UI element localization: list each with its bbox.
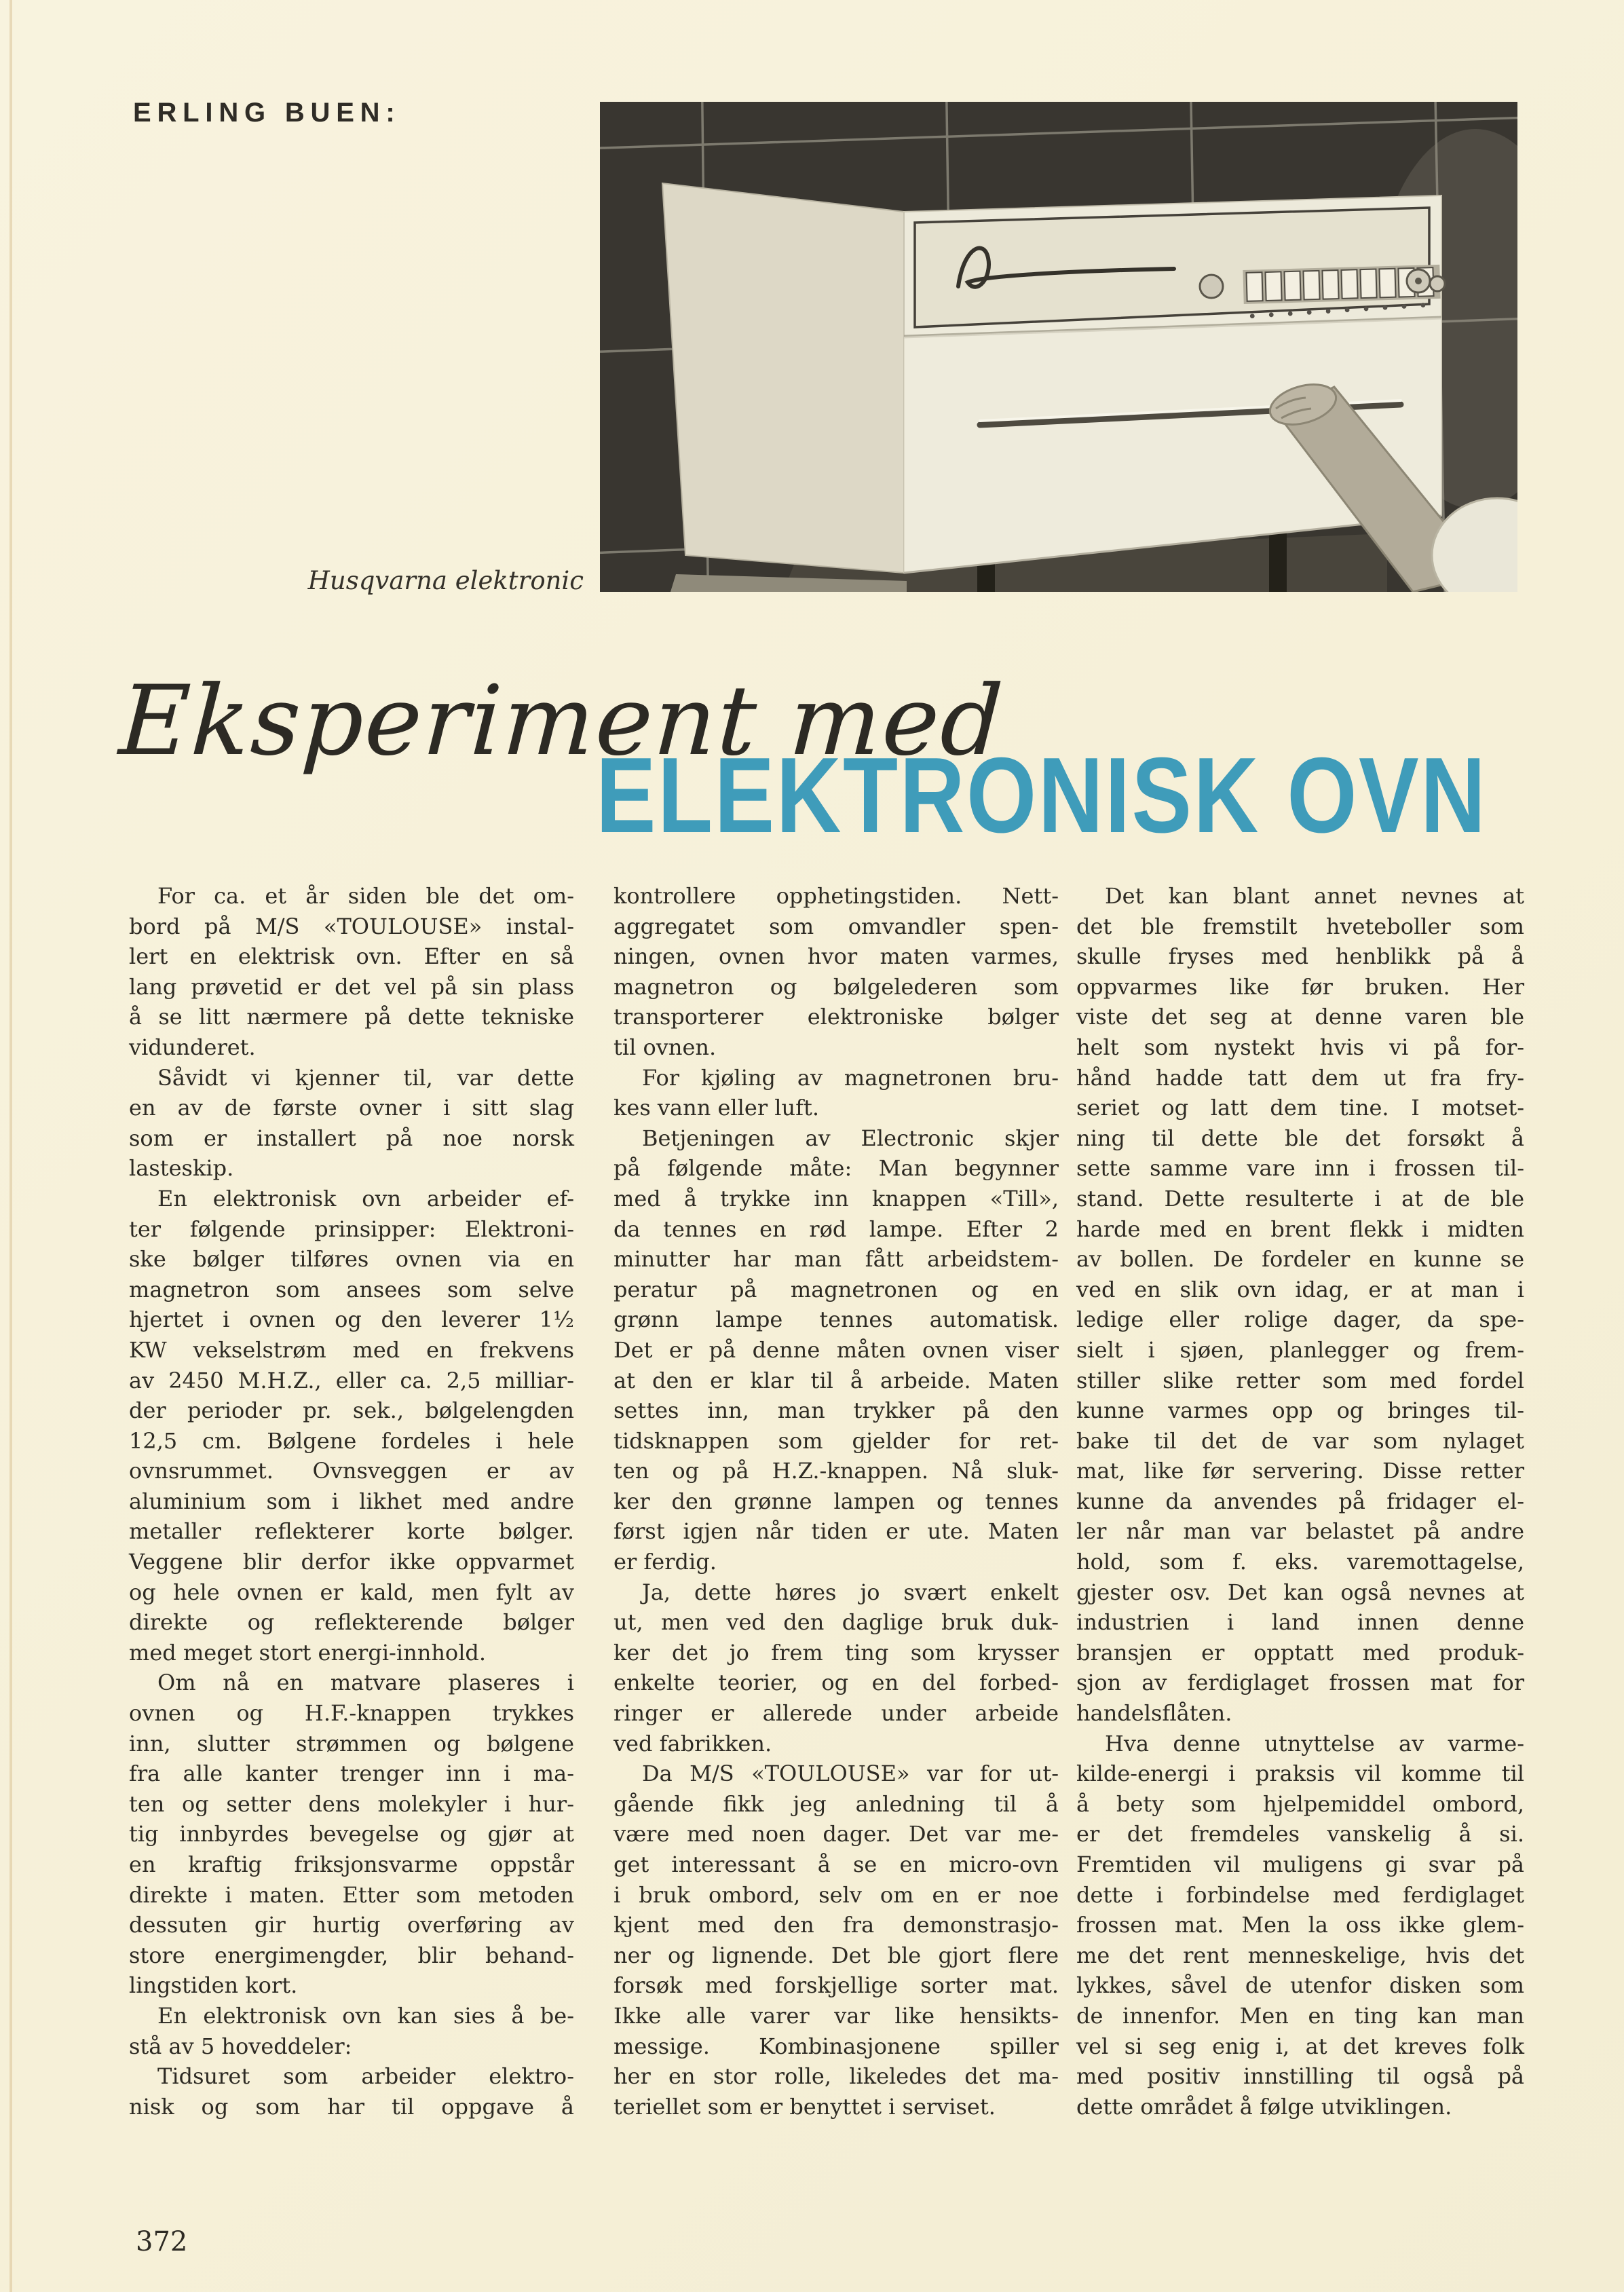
text-line: hånd hadde tatt dem ut fra fry-	[1076, 1064, 1524, 1091]
text-line: med positiv innstilling til også på	[1076, 2063, 1524, 2090]
text-line: Fremtiden vil muligens gi svar på	[1076, 1852, 1524, 1877]
text-line: lang prøvetid er det vel på sin plass	[129, 973, 574, 1000]
text-line: av bollen. De fordeler en kunne se	[1076, 1246, 1524, 1273]
text-line: Ikke alle varer var like hensikts-	[613, 2002, 1059, 2029]
oven-body	[662, 183, 1445, 573]
text-line: Tidsuret som arbeider elektro-	[157, 2063, 574, 2090]
text-line: ledige eller rolige dager, da spe-	[1076, 1307, 1524, 1333]
text-line: viste det seg at denne varen ble	[1076, 1004, 1524, 1030]
text-line: ved fabrikken.	[613, 1730, 772, 1756]
text-line: i bruk ombord, selv om en er noe	[613, 1881, 1059, 1908]
text-line: get interessant å se en micro-ovn	[613, 1852, 1059, 1877]
text-line: handelsflåten.	[1076, 1700, 1232, 1727]
title-script: Eksperiment med	[117, 665, 1007, 777]
text-line: Veggene blir derfor ikke oppvarmet	[129, 1549, 574, 1575]
text-line: det ble fremstilt hveteboller som	[1076, 913, 1524, 939]
text-line: oppvarmes like før bruken. Her	[1076, 973, 1524, 1000]
text-line: å bety som hjelpemiddel ombord,	[1076, 1790, 1524, 1817]
text-line: ter følgende prinsipper: Elektroni-	[129, 1216, 574, 1242]
text-line: en kraftig friksjonsvarme oppstår	[129, 1852, 574, 1877]
text-line: ning til dette ble det forsøkt å	[1076, 1125, 1524, 1151]
text-line: En elektronisk ovn kan sies å be-	[157, 2002, 574, 2029]
text-line: først igjen når tiden er ute. Maten	[613, 1518, 1059, 1545]
text-line: en av de første ovner i sitt slag	[129, 1095, 574, 1121]
text-line: er ferdig.	[613, 1549, 717, 1575]
text-line: ningen, ovnen hvor maten varmes,	[613, 943, 1059, 970]
text-line: Da M/S «TOULOUSE» var for ut-	[642, 1761, 1059, 1787]
text-line: her en stor rolle, likeledes det ma-	[613, 2063, 1059, 2090]
text-line: Såvidt vi kjenner til, var dette	[157, 1064, 574, 1091]
text-line: direkte i maten. Etter som metoden	[129, 1881, 574, 1908]
text-column-1	[129, 881, 574, 2122]
text-line: Ja, dette høres jo svært enkelt	[642, 1579, 1059, 1605]
text-line: metaller reflekterer korte bølger.	[129, 1518, 574, 1545]
oven-side-panel	[662, 183, 904, 573]
text-line: vidunderet.	[129, 1034, 256, 1060]
text-line: dette i forbindelse med ferdiglaget	[1076, 1881, 1524, 1908]
text-line: til ovnen.	[613, 1034, 717, 1060]
text-line: sielt i sjøen, planlegger og frem-	[1076, 1336, 1524, 1363]
text-line: 12,5 cm. Bølgene fordeles i hele	[129, 1427, 574, 1454]
text-line: frossen mat. Men la oss ikke glem-	[1076, 1912, 1524, 1938]
text-column-3	[1076, 881, 1524, 2122]
text-line: Det kan blant annet nevnes at	[1105, 883, 1524, 909]
text-line: grønn lampe tennes automatisk.	[613, 1307, 1059, 1333]
text-line: Hva denne utnyttelse av varme-	[1105, 1730, 1524, 1756]
text-line: sjon av ferdiglaget frossen mat for	[1076, 1670, 1524, 1696]
text-line: skulle fryses med henblikk på å	[1076, 943, 1524, 970]
text-line: nisk og som har til oppgave å	[129, 2093, 574, 2120]
text-line: aggregatet som omvandler spen-	[613, 913, 1059, 939]
text-line: at den er klar til å arbeide. Maten	[613, 1367, 1059, 1393]
text-line: på følgende måte: Man begynner	[613, 1155, 1059, 1182]
text-line: hjertet i ovnen og den leverer 1½	[129, 1307, 574, 1333]
text-line: kontrollere opphetingstiden. Nett-	[613, 883, 1059, 909]
text-line: teriellet som er benyttet i serviset.	[613, 2093, 996, 2120]
page-edge-line	[10, 0, 12, 2292]
text-line: gående fikk jeg anledning til å	[613, 1790, 1059, 1817]
text-line: ovnsrummet. Ovnsveggen er av	[129, 1458, 574, 1484]
text-line: bord på M/S «TOULOUSE» instal-	[129, 913, 574, 939]
text-line: hold, som f. eks. varemottagelse,	[1076, 1549, 1524, 1575]
text-line: med meget stort energi-innhold.	[129, 1639, 487, 1666]
text-line: ner og lignende. Det ble gjort flere	[613, 1942, 1059, 1968]
text-line: enkelte teorier, og en del forbed-	[613, 1670, 1059, 1696]
byline: ERLING BUEN:	[133, 98, 401, 128]
text-line: Det er på denne måten ovnen viser	[613, 1336, 1059, 1363]
text-line: ved en slik ovn idag, er at man i	[1076, 1276, 1524, 1302]
text-line: harde med en brent flekk i midten	[1076, 1216, 1524, 1242]
oven-photo	[600, 102, 1517, 592]
text-line: med å trykke inn knappen «Till»,	[613, 1185, 1059, 1211]
text-line: magnetron og bølgelederen som	[613, 973, 1059, 1000]
text-line: som er installert på noe norsk	[129, 1125, 574, 1151]
text-line: peratur på magnetronen og en	[613, 1276, 1059, 1302]
text-line: KW vekselstrøm med en frekvens	[129, 1336, 574, 1363]
text-line: transporterer elektroniske bølger	[613, 1004, 1059, 1030]
text-line: forsøk med forskjellige sorter mat.	[613, 1972, 1059, 1999]
timer-knob	[1200, 275, 1223, 298]
text-line: industrien i land innen denne	[1076, 1609, 1524, 1636]
text-line: kunne da anvendes på fridager el-	[1076, 1488, 1524, 1514]
text-column-2	[613, 881, 1059, 2122]
text-line: kjent med den fra demonstrasjo-	[613, 1912, 1059, 1938]
text-line: lingstiden kort.	[129, 1972, 298, 1999]
text-line: lasteskip.	[129, 1155, 234, 1182]
title-main: ELEKTRONISK OVN	[596, 736, 1488, 855]
text-line: kilde-energi i praksis vil komme til	[1076, 1761, 1524, 1787]
text-line: kes vann eller luft.	[613, 1095, 819, 1121]
text-line: ske bølger tilføres ovnen via en	[129, 1246, 574, 1273]
text-line: stå av 5 hoveddeler:	[129, 2033, 352, 2059]
text-line: er det fremdeles vanskelig å si.	[1076, 1821, 1524, 1847]
text-line: sette samme vare inn i frossen til-	[1076, 1155, 1524, 1182]
text-line: vel si seg enig i, at det kreves folk	[1076, 2033, 1524, 2059]
text-line: seriet og latt dem tine. I motset-	[1076, 1095, 1524, 1121]
text-line: tig innbyrdes bevegelse og gjør at	[129, 1821, 574, 1847]
text-line: ovnen og H.F.-knappen trykkes	[129, 1700, 574, 1727]
text-line: bake til det de var som nylaget	[1076, 1427, 1524, 1454]
text-line: stand. Dette resulterte i at de ble	[1076, 1185, 1524, 1211]
text-line: stiller slike retter som med fordel	[1076, 1367, 1524, 1393]
text-line: bransjen er opptatt med produk-	[1076, 1639, 1524, 1666]
text-line: me det rent menneskelige, hvis det	[1076, 1942, 1524, 1968]
text-line: settes inn, man trykker på den	[613, 1397, 1059, 1424]
text-line: fra alle kanter trenger inn i ma-	[129, 1761, 574, 1787]
text-line: ten og på H.Z.-knappen. Nå sluk-	[613, 1458, 1059, 1484]
oven-photo-illustration	[600, 102, 1517, 592]
text-line: ringer er allerede under arbeide	[613, 1700, 1059, 1727]
text-line: da tennes en rød lampe. Efter 2	[613, 1216, 1059, 1242]
text-line: helt som nystekt hvis vi på for-	[1076, 1034, 1524, 1060]
text-line: der perioder pr. sek., bølgelengden	[129, 1397, 574, 1424]
text-line: Om nå en matvare plaseres i	[157, 1670, 574, 1696]
text-line: inn, slutter strømmen og bølgene	[129, 1730, 574, 1756]
text-line: ker det jo frem ting som krysser	[613, 1639, 1059, 1666]
text-line: tidsknappen som gjelder for ret-	[613, 1427, 1059, 1454]
text-line: kunne varmes opp og bringes til-	[1076, 1397, 1524, 1424]
text-line: En elektronisk ovn arbeider ef-	[157, 1185, 574, 1211]
text-line: minutter har man fått arbeidstem-	[613, 1246, 1059, 1273]
text-line: lykkes, såvel de utenfor disken som	[1076, 1972, 1524, 1999]
text-line: av 2450 M.H.Z., eller ca. 2,5 milliar-	[129, 1367, 574, 1393]
small-knob	[1430, 276, 1445, 291]
text-line: For kjøling av magnetronen bru-	[642, 1064, 1059, 1091]
text-line: direkte og reflekterende bølger	[129, 1609, 574, 1636]
text-line: For ca. et år siden ble det om-	[157, 883, 574, 909]
text-line: aluminium som i likhet med andre	[129, 1488, 574, 1514]
text-line: dette området å følge utviklingen.	[1076, 2093, 1452, 2120]
text-line: å se litt nærmere på dette tekniske	[129, 1004, 574, 1030]
text-line: Betjeningen av Electronic skjer	[642, 1125, 1059, 1151]
photo-caption: Husqvarna elektronic	[307, 566, 584, 595]
text-line: magnetron som ansees som selve	[129, 1276, 574, 1302]
text-line: de innenfor. Men en ting kan man	[1076, 2002, 1524, 2029]
text-line: ler når man var belastet på andre	[1076, 1518, 1524, 1545]
text-line: store energimengder, blir behand-	[129, 1942, 574, 1968]
text-line: ut, men ved den daglige bruk duk-	[613, 1609, 1059, 1636]
text-line: dessuten gir hurtig overføring av	[129, 1912, 574, 1938]
text-line: mat, like før servering. Disse retter	[1076, 1458, 1524, 1484]
text-line: gjester osv. Det kan også nevnes at	[1076, 1579, 1524, 1605]
text-line: messige. Kombinasjonene spiller	[613, 2033, 1059, 2059]
page-number: 372	[136, 2226, 188, 2257]
text-line: og hele ovnen er kald, men fylt av	[129, 1579, 574, 1605]
text-line: ten og setter dens molekyler i hur-	[129, 1790, 574, 1817]
text-line: være med noen dager. Det var me-	[613, 1821, 1059, 1847]
text-line: ker den grønne lampen og tennes	[613, 1488, 1059, 1514]
text-line: lert en elektrisk ovn. Efter en så	[129, 943, 574, 970]
